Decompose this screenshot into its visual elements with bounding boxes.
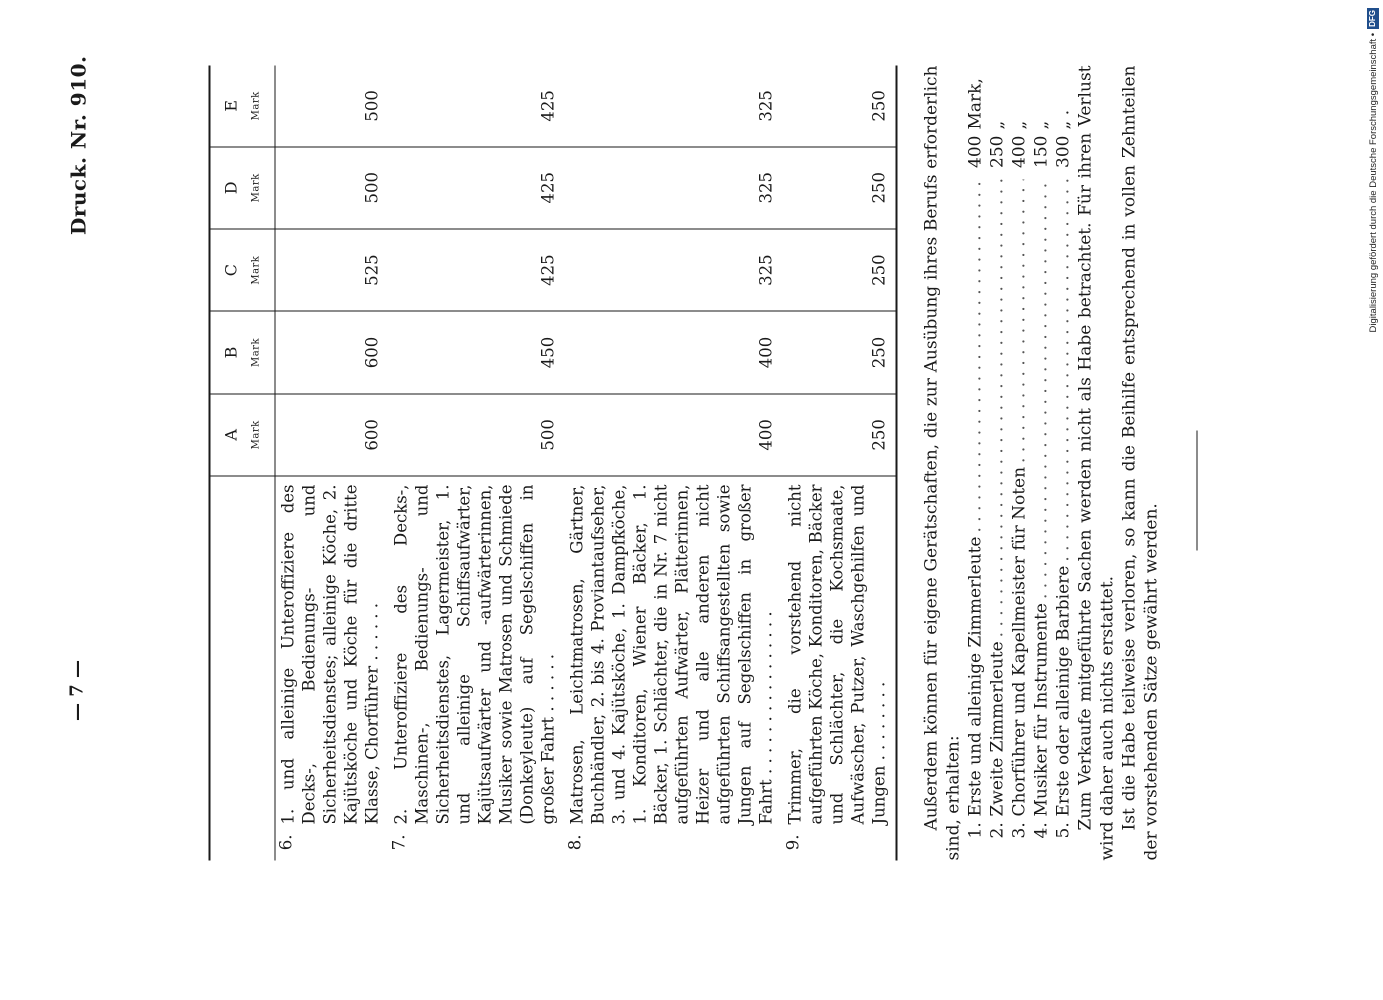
value-c: 425 bbox=[388, 228, 564, 310]
page-number: — 7 — bbox=[66, 659, 87, 721]
rates-table bbox=[208, 65, 897, 860]
row-number: 9. bbox=[783, 834, 802, 850]
item-currency: „ bbox=[1031, 120, 1051, 129]
item-number: 2. bbox=[987, 821, 1007, 838]
row-description: 1. und alleinige Unteroffiziere des Decks-, Bedienungs- und Sicherheitsdienstes; alleinige Köche, 2. Kajütsköche und Köche für die dritte Klasse, Chorführer . . . . . . bbox=[278, 484, 381, 824]
value-b: 250 bbox=[782, 311, 896, 393]
row-description: Trimmer, die vorstehend nicht aufgeführten Köche, Konditoren, Bäcker und Schlächter, die Kochsmaate, Aufwäscher, Putzer, Waschgehilfen und Jungen . . . . . . . . bbox=[785, 484, 888, 824]
item-currency: „ . bbox=[1053, 109, 1073, 129]
equipment-allowance-list bbox=[964, 65, 1074, 860]
column-label: C bbox=[221, 263, 240, 276]
column-label: B bbox=[221, 346, 240, 358]
dot-leader bbox=[1008, 179, 1030, 462]
notes-paragraph-sales-goods: Zum Verkaufe mitgeführte Sachen werden nicht als Habe betrachtet. Für ihren Verlust wird daher auch nichts erstattet. bbox=[1075, 65, 1117, 860]
footer-text: Digitalisierung gefördert durch die Deutsche Forschungsgemeinschaft • bbox=[1367, 32, 1379, 333]
dfg-logo: DFG bbox=[1368, 10, 1377, 27]
column-header-a bbox=[209, 393, 275, 475]
item-number: 3. bbox=[1009, 821, 1029, 838]
closing-rule bbox=[1196, 430, 1197, 550]
item-label: Erste oder alleinige Barbiere bbox=[1053, 565, 1073, 816]
value-d: 425 bbox=[388, 146, 564, 228]
value-a: 500 bbox=[388, 393, 564, 475]
value-a: 400 bbox=[564, 393, 782, 475]
dot-leader bbox=[1030, 179, 1052, 599]
item-number: 1. bbox=[965, 821, 985, 838]
notes-intro: Außerdem können für eigene Gerätschaften, die zur Ausübung ihres Berufs erforderlich sind, erhalten: bbox=[921, 65, 963, 860]
column-unit: Mark bbox=[250, 172, 261, 202]
item-currency: Mark, bbox=[965, 77, 985, 129]
notes-paragraph-partial-loss: Ist die Habe teilweise verloren, so kann die Beihilfe entsprechend in vollen Zehnteilen der vorstehenden Sätze gewährt werden. bbox=[1119, 65, 1161, 860]
item-label: Erste und alleinige Zimmerleute bbox=[965, 536, 985, 816]
list-item bbox=[964, 65, 986, 860]
item-label: Musiker für Instrumente bbox=[1031, 602, 1051, 816]
value-b: 450 bbox=[388, 311, 564, 393]
table-header-row bbox=[209, 65, 275, 860]
value-e: 500 bbox=[275, 65, 389, 146]
column-unit: Mark bbox=[250, 419, 261, 449]
item-amount: 300 bbox=[1053, 135, 1073, 168]
value-c: 250 bbox=[782, 228, 896, 310]
column-header-b bbox=[209, 311, 275, 393]
value-e: 425 bbox=[388, 65, 564, 146]
list-item bbox=[1052, 65, 1074, 860]
value-d: 500 bbox=[275, 146, 389, 228]
table-row bbox=[388, 65, 564, 860]
dot-leader bbox=[1052, 179, 1074, 561]
table-row bbox=[782, 65, 896, 860]
item-amount: 250 bbox=[987, 135, 1007, 168]
list-item bbox=[1030, 65, 1052, 860]
column-header-d bbox=[209, 146, 275, 228]
column-label: A bbox=[221, 428, 240, 441]
column-unit: Mark bbox=[250, 90, 261, 120]
column-label: E bbox=[221, 99, 240, 112]
item-currency: „ bbox=[1009, 120, 1029, 129]
notes-section bbox=[920, 65, 1162, 860]
digitization-footer bbox=[1366, 8, 1380, 398]
table-row bbox=[275, 65, 389, 860]
item-amount: 150 bbox=[1031, 135, 1051, 168]
value-a: 600 bbox=[275, 393, 389, 475]
item-label: Chorführer und Kapellmeister für Noten bbox=[1009, 466, 1029, 816]
list-item bbox=[986, 65, 1008, 860]
table-row bbox=[564, 65, 782, 860]
row-description: 2. Unteroffiziere des Decks-, Maschinen-, Bedienungs- und Sicherheitsdienstes, Lagermeister, 1. und alleinige Schiffsaufwärter, Kajütsaufwärter und -aufwärterinnen, Musiker sowie Matrosen und Schmiede (Donkeyleute) auf Segelschiffen in großer Fahrt . . . . . . bbox=[391, 484, 557, 824]
value-b: 400 bbox=[564, 311, 782, 393]
item-amount: 400 bbox=[965, 135, 985, 168]
row-description: Matrosen, Leichtmatrosen, Gärtner, Buchhändler, 2. bis 4. Proviantaufseher, 3. und 4. Kajütsköche, 1. Dampfköche, 1. Konditoren, Wiener Bäcker, 1. Bäcker, 1. Schlächter, die in Nr. 7 nicht aufgeführten Aufwärter, Plätterinnen, Heizer und alle anderen nicht aufgeführten Schiffsangestellten sowie Jungen auf Segelschiffen in großer Fahrt . . . . . . . . . . . . . . . . bbox=[567, 484, 775, 824]
list-item bbox=[1008, 65, 1030, 860]
row-number: 6. bbox=[276, 834, 295, 850]
row-number: 8. bbox=[565, 834, 584, 850]
column-header-e bbox=[209, 65, 275, 146]
document-reference: Druck. Nr. 910. bbox=[66, 55, 90, 235]
column-header-c bbox=[209, 228, 275, 310]
item-label: Zweite Zimmerleute bbox=[987, 640, 1007, 816]
item-number: 5. bbox=[1053, 821, 1073, 838]
value-c: 525 bbox=[275, 228, 389, 310]
dot-leader bbox=[986, 179, 1008, 637]
value-d: 325 bbox=[564, 146, 782, 228]
column-unit: Mark bbox=[250, 337, 261, 367]
item-number: 4. bbox=[1031, 821, 1051, 838]
value-c: 325 bbox=[564, 228, 782, 310]
dot-leader bbox=[964, 179, 986, 532]
column-unit: Mark bbox=[250, 255, 261, 285]
item-currency: „ bbox=[987, 120, 1007, 129]
item-amount: 400 bbox=[1009, 135, 1029, 168]
header-spacer bbox=[209, 476, 275, 861]
value-a: 250 bbox=[782, 393, 896, 475]
column-label: D bbox=[221, 180, 240, 194]
value-d: 250 bbox=[782, 146, 896, 228]
value-e: 250 bbox=[782, 65, 896, 146]
row-number: 7. bbox=[389, 834, 408, 850]
value-e: 325 bbox=[564, 65, 782, 146]
value-b: 600 bbox=[275, 311, 389, 393]
